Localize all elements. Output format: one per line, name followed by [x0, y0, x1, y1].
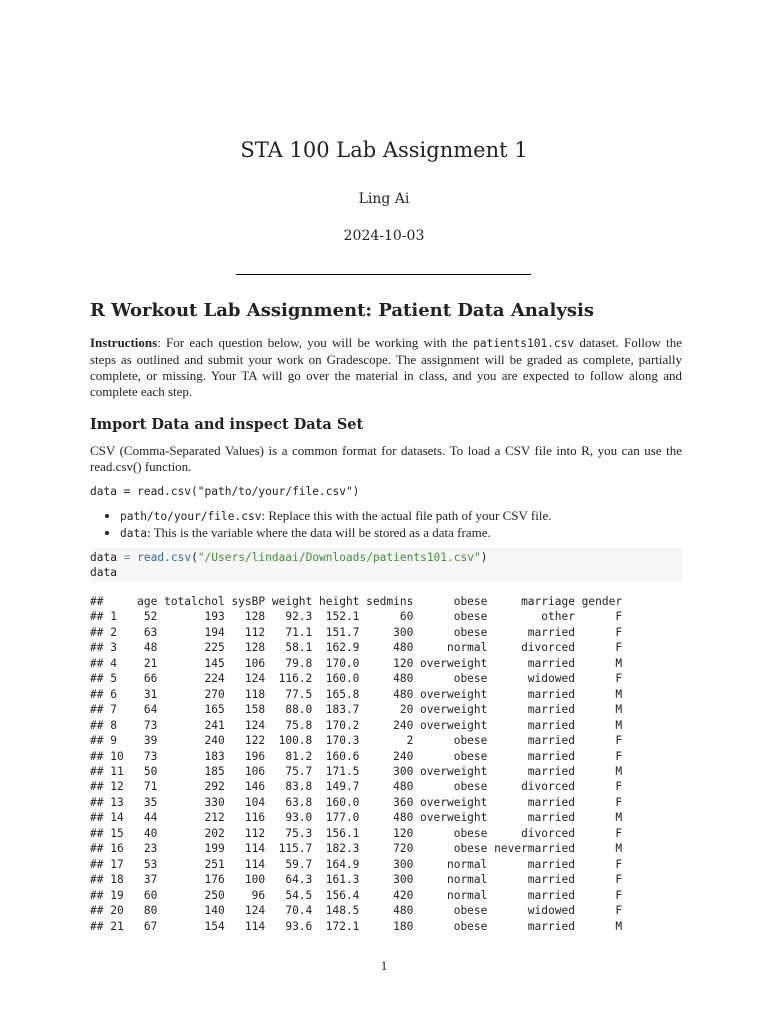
document-title: STA 100 Lab Assignment 1 [240, 138, 528, 162]
list-item [120, 508, 682, 525]
r-code-block [90, 548, 682, 582]
instructions-paragraph [90, 335, 682, 400]
output-row: ## 16 23 199 114 115.7 182.3 720 obese nevermarried M [90, 842, 623, 856]
page-number: 1 [380, 958, 388, 973]
code-var: data [90, 551, 117, 564]
output-row: ## 4 21 145 106 79.8 170.0 120 overweight married M [90, 656, 623, 670]
output-row: ## 21 67 154 114 93.6 172.1 180 obese married M [90, 919, 623, 933]
output-row: ## 9 39 240 122 100.8 170.3 2 obese married F [90, 734, 623, 748]
bullet-text: : Replace this with the actual file path of your CSV file. [261, 508, 552, 523]
subsection-heading: Import Data and inspect Data Set [90, 416, 364, 433]
output-row: ## 2 63 194 112 71.1 151.7 300 obese married F [90, 625, 623, 639]
output-row: ## 8 73 241 124 75.8 170.2 240 overweight married M [90, 718, 623, 732]
instructions-text-after: dataset. Follow the steps as outlined and submit your work on Gradescope. The assignment will be graded as complete, partially complete, or missing. Your TA will go over the material in class, and you are expected to follow along and complete each step. [90, 335, 682, 399]
document-date: 2024-10-03 [343, 228, 425, 244]
bullet-list [90, 508, 682, 542]
code-line2: data [90, 566, 117, 579]
main-content [90, 300, 682, 934]
bullet-code: data [120, 527, 147, 540]
code-close: ) [480, 551, 488, 564]
bullet-text: : This is the variable where the data will be stored as a data frame. [146, 525, 491, 540]
output-row: ## 6 31 270 118 77.5 165.8 480 overweight married M [90, 687, 623, 701]
output-row: ## 5 66 224 124 116.2 160.0 480 obese widowed F [90, 672, 623, 686]
csv-paragraph: CSV (Comma-Separated Values) is a common format for datasets. To load a CSV file into R, you can use the read.csv() function. [90, 443, 682, 474]
code-assign: = [116, 551, 138, 564]
example-code: data = read.csv("path/to/your/file.csv") [90, 485, 360, 498]
output-row: ## 19 60 250 96 54.5 156.4 420 normal married F [90, 888, 623, 902]
section-heading: R Workout Lab Assignment: Patient Data Analysis [90, 300, 594, 321]
code-path-string: "/Users/lindaai/Downloads/patients101.csv" [197, 551, 481, 564]
output-row: ## 13 35 330 104 63.8 160.0 360 overweight married F [90, 795, 623, 809]
output-row: ## 11 50 185 106 75.7 171.5 300 overweight married M [90, 764, 623, 778]
bullet-code: path/to/your/file.csv [120, 510, 262, 523]
list-item [120, 525, 682, 542]
output-row: ## 12 71 292 146 83.8 149.7 480 obese divorced F [90, 780, 623, 794]
output-row: ## 14 44 212 116 93.0 177.0 480 overweight married M [90, 811, 623, 825]
code-func: read.csv [137, 551, 192, 564]
output-row: ## 3 48 225 128 58.1 162.9 480 normal divorced F [90, 641, 623, 655]
code-open: ( [191, 551, 198, 564]
output-header-row: ## age totalchol sysBP weight height sedmins obese marriage gender [90, 595, 623, 608]
output-row: ## 10 73 183 196 81.2 160.6 240 obese married F [90, 749, 623, 763]
output-row: ## 20 80 140 124 70.4 148.5 480 obese widowed F [90, 904, 623, 918]
output-row: ## 7 64 165 158 88.0 183.7 20 overweight married M [90, 703, 623, 717]
output-row: ## 18 37 176 100 64.3 161.3 300 normal married F [90, 873, 623, 887]
r-console-output [90, 594, 682, 934]
dataset-filename: patients101.csv [473, 337, 575, 350]
output-row: ## 17 53 251 114 59.7 164.9 300 normal married F [90, 857, 623, 871]
output-row: ## 1 52 193 128 92.3 152.1 60 obese other F [90, 610, 623, 624]
instructions-label: Instructions [90, 335, 158, 350]
document-author: Ling Ai [358, 191, 410, 207]
output-row: ## 15 40 202 112 75.3 156.1 120 obese divorced F [90, 826, 623, 840]
title-divider [236, 274, 531, 275]
instructions-text-before: : For each question below, you will be working with the [157, 335, 474, 350]
